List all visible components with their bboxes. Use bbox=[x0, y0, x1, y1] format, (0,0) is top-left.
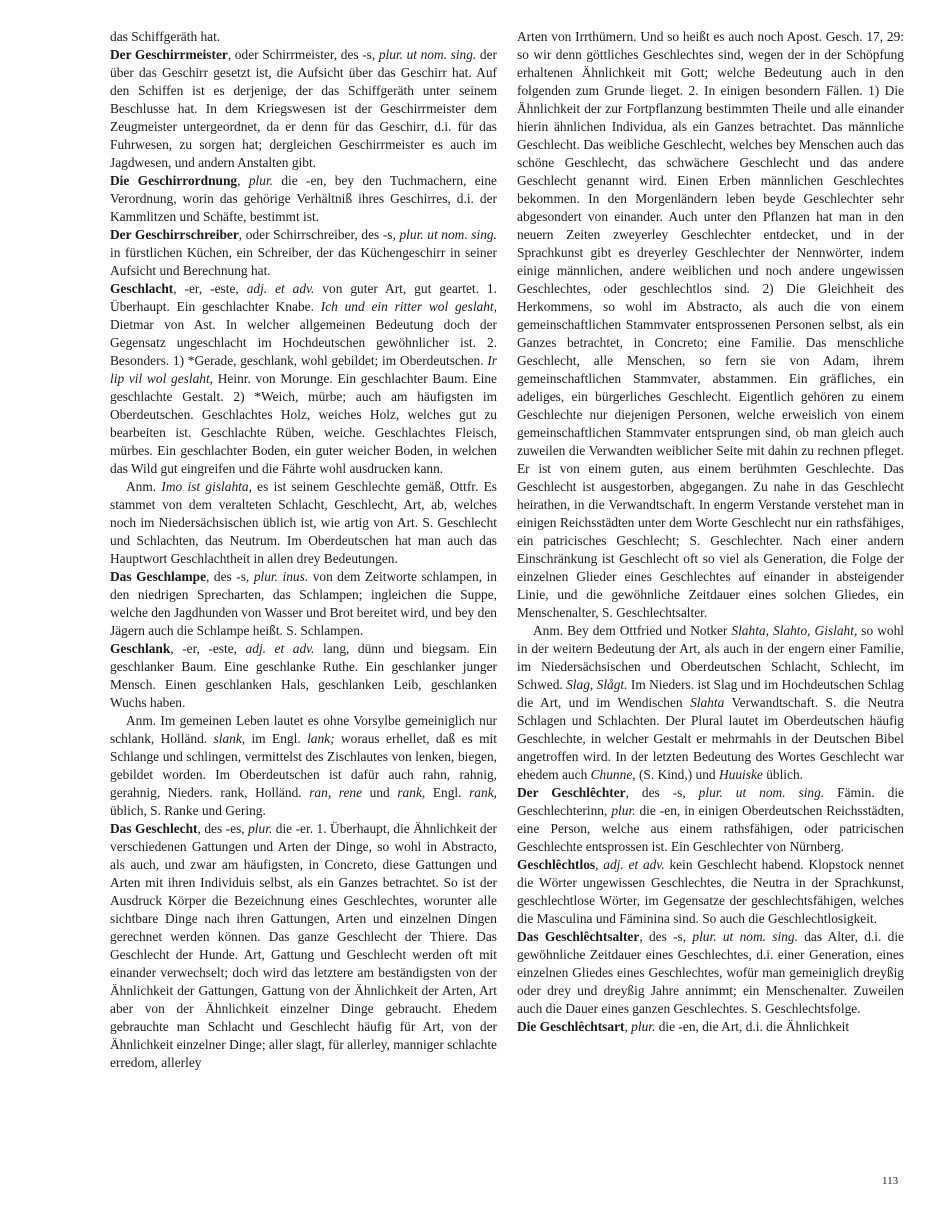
entry-text: Heinr. von Morunge. Ein geschlachter Baum. Eine geschlachte Gestalt. 2) *Weich, mürbe; auch am häufigsten im Oberdeutschen. Geschlachtes Holz, weiches Holz, welches gut zu bearbeiten ist. Geschlachte Rüben, weiche. Geschlachtes Fleisch, mürbes. Ein geschlachter Boden, ein guter weicher Boden, in welchen das Wild gut eingreifen und die Fährte wohl ausdrucken kann. bbox=[110, 371, 497, 476]
italic-text: ran, rene bbox=[309, 785, 363, 800]
entry-text: Anm. Im gemeinen Leben lautet es ohne Vorsylbe gemeiniglich nur schlank, Holländ. bbox=[110, 713, 497, 746]
entry-headword: Das Geschlêchtsalter bbox=[517, 929, 640, 944]
continued-text bbox=[517, 28, 904, 622]
entry-headword: Der Geschirrmeister bbox=[110, 47, 228, 62]
entry-text: die -er. 1. Überhaupt, die Ähnlichkeit der verschiedenen Gattungen und Arten der Dinge, so wohl in Abstracto, als auch, und zwar am häufigsten, in Concreto, diese Gattungen und Arten mit ihren Individuis selbst, als ein Ganzes betrachtet. So ist der Ausdruck Körper die Bezeichnung eines Geschlechtes, worunter alle sichtbare Dinge nach ihren Gattungen, Arten und einzelnen Dingen gerechnet werden können. Das ganze Geschlecht der Thiere. Das Geschlecht der Hunde. Art, Gattung und Geschlecht werden oft mit einander verwechselt; doch wird das letztere am beständigsten von der Ähnlichkeit der Gattungen, Gattung von der Ähnlichkeit der Arten, Art aber von der Ähnlichkeit einzelner Dinge gebraucht. Ehedem gebrauchte man Schlacht und Geschlecht häufig für Art, von der Ähnlichkeit einzelner Dinge; aller slagt, für allerley, manniger schlachte erredom, allerley bbox=[110, 821, 498, 1070]
entry-headword: Der Geschlêchter bbox=[517, 785, 626, 800]
italic-text: plur. bbox=[611, 803, 636, 818]
italic-text: lank; bbox=[307, 731, 335, 746]
italic-text: Slahta, Slahto, Gislaht, bbox=[731, 623, 858, 638]
entry-text: der über das Geschirr gesetzt ist, die Aufsicht über das Geschirr hat. Auf den Schiffen ist es derjenige, der das Schiffgeräth unter seinem Beschlusse hat. In dem Kriegswesen ist der Geschirrmeister dem Zeugmeister untergeordnet, da er denn für das Geschirr, d.i. für das Fuhrwesen, zu sorgen hat; dergleichen Geschirrmeister es auch im Jagdwesen, und andern Anstalten gibt. bbox=[110, 47, 497, 170]
entry-text: die -en, die Art, d.i. die Ähnlichkeit bbox=[655, 1019, 850, 1034]
entry-text: lang, dünn und biegsam. Ein geschlanker Baum. Eine geschlanke Ruthe. Ein geschlanker junger Mensch. Einen geschlanken Hals, geschlanken Leib, geschlanken Wuchs haben. bbox=[110, 641, 497, 710]
entry-text: die -en, bey den Tuchmachern, eine Verordnung, worin das gehörige Verhältniß ihres Geschirres, d.i. der Kammlitzen und Schäfte, bestimmt ist. bbox=[110, 173, 497, 224]
dictionary-entry bbox=[110, 226, 497, 280]
dictionary-entry bbox=[517, 1018, 904, 1036]
dictionary-entry bbox=[110, 172, 497, 226]
entry-text: woraus erhellet, daß es mit Schlange und schlingen, vermittelst des Zischlautes von lenken, biegen, gebildet worden. Im Oberdeutschen ist dafür auch rahn, rahnig, gerahnig, Nieders. rank, Holländ. bbox=[110, 731, 497, 800]
italic-text: Ir lip vil wol geslaht, bbox=[110, 353, 497, 386]
entry-text: Verwandtschaft. S. die Neutra Schlagen und Schlachten. Der Plural lautet im Oberdeutschen häufig Geschlechte, in welcher Gestalt er mehrmahls in der Deutschen Bibel angetroffen wird. In der letzten Bedeutung des Wortes Geschlecht war ehedem auch bbox=[517, 695, 904, 782]
italic-text: plur. ut nom. sing. bbox=[698, 785, 825, 800]
entry-headword: Die Geschirrordnung bbox=[110, 173, 238, 188]
entry-text: im Engl. bbox=[245, 731, 308, 746]
italic-text: Slag, Slågt. bbox=[566, 677, 628, 692]
entry-text: üblich, S. Ranke und Gering. bbox=[110, 803, 266, 818]
entry-text: und bbox=[362, 785, 398, 800]
dictionary-entry bbox=[517, 784, 904, 856]
entry-text: üblich. bbox=[762, 767, 804, 782]
entry-text: Anm. Bey dem Ottfried und Notker bbox=[533, 623, 732, 638]
dictionary-entry bbox=[110, 280, 497, 478]
dictionary-entry bbox=[110, 640, 497, 712]
continued-text bbox=[110, 28, 497, 46]
italic-text: adj. et adv. bbox=[245, 641, 315, 656]
entry-text: , -er, -este, bbox=[170, 641, 246, 656]
entry-text: , oder Schirrschreiber, des -s, bbox=[238, 227, 400, 242]
entry-headword: Das Geschlampe bbox=[110, 569, 207, 584]
right-column bbox=[517, 28, 904, 1036]
italic-text: Chunne, bbox=[590, 767, 636, 782]
italic-text: plur. ut nom. sing. bbox=[378, 47, 477, 62]
entry-text: , bbox=[624, 1019, 632, 1034]
entry-text: das Schiffgeräth hat. bbox=[110, 29, 221, 44]
entry-text: Im Nieders. ist Slag und im Hochdeutschen Schlag die Art, und im Wendischen bbox=[517, 677, 904, 710]
left-column bbox=[110, 28, 497, 1072]
entry-text: die -en, in einigen Oberdeutschen Reichsstädten, eine Person, welche aus einem rathsfähigen, oder patricischen Geschlechte entsprossen ist. Ein Geschlechter von Nürnberg. bbox=[517, 803, 904, 854]
italic-text: adj. et adv. bbox=[603, 857, 665, 872]
entry-headword: Geschlacht bbox=[110, 281, 174, 296]
italic-text: plur. bbox=[248, 821, 273, 836]
entry-text: , des -s, bbox=[625, 785, 699, 800]
dictionary-entry bbox=[110, 46, 497, 172]
italic-text: Ich und ein ritter wol geslaht, bbox=[320, 299, 498, 314]
italic-text: adj. et adv. bbox=[246, 281, 315, 296]
entry-text: , oder Schirrmeister, des -s, bbox=[227, 47, 379, 62]
italic-text: plur. ut nom. sing. bbox=[399, 227, 497, 242]
dictionary-entry bbox=[517, 856, 904, 928]
annotation-paragraph bbox=[517, 622, 904, 784]
annotation-paragraph bbox=[110, 478, 497, 568]
entry-text: von dem Zeitworte schlampen, in den niedrigen Sprecharten, das Schlampen; ingleichen die Suppe, welche den Jagdhunden von Wasser und Brot bereitet wird, und bey den Jägern auch die Schlampe heißt. S. Schlampen. bbox=[110, 569, 497, 638]
page-number: 113 bbox=[882, 1175, 899, 1187]
italic-text: slank, bbox=[213, 731, 246, 746]
entry-headword: Der Geschirrschreiber bbox=[110, 227, 239, 242]
dictionary-entry bbox=[517, 928, 904, 1018]
italic-text: Huuiske bbox=[718, 767, 763, 782]
entry-headword: Das Geschlecht bbox=[110, 821, 198, 836]
italic-text: plur. inus. bbox=[253, 569, 309, 584]
entry-text: , des -es, bbox=[197, 821, 249, 836]
italic-text: plur. bbox=[248, 173, 273, 188]
italic-text: rank, bbox=[397, 785, 426, 800]
entry-text: in fürstlichen Küchen, ein Schreiber, der das Küchengeschirr in seiner Aufsicht und Berechnung hat. bbox=[110, 245, 497, 278]
entry-text: , bbox=[595, 857, 604, 872]
entry-text: so wohl in der weitern Bedeutung der Art, als auch in der engern einer Familie, im Niedersächsischen und Oberdeutschen Schlacht, Schlecht, im Schwed. bbox=[517, 623, 904, 692]
annotation-paragraph bbox=[110, 712, 497, 820]
entry-text: kein Geschlecht habend. Klopstock nennet die Wörter ungewissen Geschlechtes, die Neutra in der Sprachkunst, geschlechtlose Wörter, im Gegensatze der geschlechtsfähigen, welches die Masculina und Fäminina sind. So auch die Geschlechtlosigkeit. bbox=[517, 857, 904, 926]
entry-headword: Geschlank bbox=[110, 641, 171, 656]
entry-text: (S. Kind,) und bbox=[635, 767, 719, 782]
entry-text: , des -s, bbox=[206, 569, 254, 584]
entry-headword: Die Geschlêchtsart bbox=[517, 1019, 625, 1034]
italic-text: plur. ut nom. sing. bbox=[692, 929, 798, 944]
entry-text: das Alter, d.i. die gewöhnliche Zeitdauer eines Geschlechtes, d.i. einer Generation, eines einzelnen Gliedes eines Geschlechtes, wofür man gemeiniglich dreyßig oder drey und dreyßig Jahre annimmt; ein Menschenalter. Zuweilen auch die Dauer eines ganzen Geschlechtes. S. Geschlechtsfolge. bbox=[517, 929, 904, 1016]
entry-text: , des -s, bbox=[639, 929, 693, 944]
entry-text: , bbox=[237, 173, 249, 188]
italic-text: plur. bbox=[631, 1019, 656, 1034]
entry-text: Anm. bbox=[126, 479, 162, 494]
entry-text: von guter Art, gut geartet. 1. Überhaupt. Ein geschlachter Knabe. bbox=[110, 281, 497, 314]
entry-text: Dietmar von Ast. In welcher allgemeinen Bedeutung doch der Gegensatz ungeschlacht im Hochdeutschen gewöhnlicher ist. 2. Besonders. 1) *Gerade, geschlank, wohl gebildet; im Oberdeutschen. bbox=[110, 317, 497, 368]
italic-text: Slahta bbox=[690, 695, 725, 710]
dictionary-entry bbox=[110, 820, 497, 1072]
italic-text: Imo ist gislahta, bbox=[161, 479, 252, 494]
entry-text: es ist seinem Geschlechte gemäß, Ottfr. Es stammet von dem veralteten Schlacht, Geschlecht, Art, ab, welches noch im Niedersächsischen üblich ist, wie artig von Art. S. Geschlecht und Schlachten, das Neutrum. Im Oberdeutschen hat man auch das Hauptwort Geschlachtheit in allen drey Bedeutungen. bbox=[110, 479, 497, 566]
entry-text: Arten von Irrthümern. Und so heißt es auch noch Apost. Gesch. 17, 29: so wir denn göttliches Geschlechtes sind, wegen der in der Schöpfung erhaltenen Ähnlichkeit mit Gott; welche Bedeutung auch in den folgenden zum Grunde lieget. 2. In einigen besondern Fällen. 1) Die Ähnlichkeit der zur Fortpflanzung bestimmten Theile und alle einander hierin ähnlichen Individua, als ein Ganzes betrachtet. Das männliche Geschlecht. Das weibliche Geschlecht, welches bey Menschen auch das schöne Geschlecht, das schwächere Geschlecht und das andere Geschlecht genannt wird. Einen Erben männlichen Geschlechtes bekommen. In den Morgenländern leben beyde Geschlechter sehr abgesondert von einander. Auch unter den Pflanzen hat man in den neuern Zeiten zweyerley Geschlechter entdecket, und in der Sprachkunst gibt es dreyerley Geschlechter der Nennwörter, indem einige männlichen, andere weiblichen und noch andere ungewissen Geschlechtes, oder geschlechtlos sind. 2) Die Gleichheit des Herkommens, so wohl im Abstracto, als auch die von einem gemeinschaftlichen Stammvater entsprossenen Personen selbst, als ein Ganzes betrachtet, in Concreto; eine Familie. Das menschliche Geschlecht, alle Menschen, so fern sie von Adam, ihrem gemeinschaftlichen Stammvater, abstammen. Ein gräfliches, ein adeliges, ein bürgerliches Geschlecht. Eigentlich gehören zu einem Geschlechte nur diejenigen Personen, welche erweislich von einem gemeinschaftlichen Stammvater entsprungen sind, ob man gleich auch zuweilen die Verwandten weiblicher Seite mit dahin zu rechnen pfleget. Er ist von einem guten, aus einem berühmten Geschlechte. Das Geschlecht ist ausgestorben, abgegangen. Zu nahe in das Geschlecht heirathen, in die Verwandtschaft. In engerm Verstande verstehet man in einigen Reichsstädten unter dem Worte Geschlecht nur ein rathsfähiges, ein patricisches Geschlecht; S. Geschlechter. Nach einer andern Einschränkung ist Geschlecht oft so viel als Generation, die Folge der einzelnen Glieder eines Geschlechtes auf einander in absteigender Linie, und die gewöhnliche Zeitdauer eines solchen Gliedes, ein Menschenalter, S. Geschlechtsalter. bbox=[517, 29, 904, 620]
entry-text: , -er, -este, bbox=[173, 281, 247, 296]
dictionary-entry bbox=[110, 568, 497, 640]
entry-text: Engl. bbox=[425, 785, 470, 800]
entry-text: Fämin. die Geschlechterinn, bbox=[517, 785, 904, 818]
entry-headword: Geschlêchtlos bbox=[517, 857, 596, 872]
italic-text: rank, bbox=[469, 785, 497, 800]
